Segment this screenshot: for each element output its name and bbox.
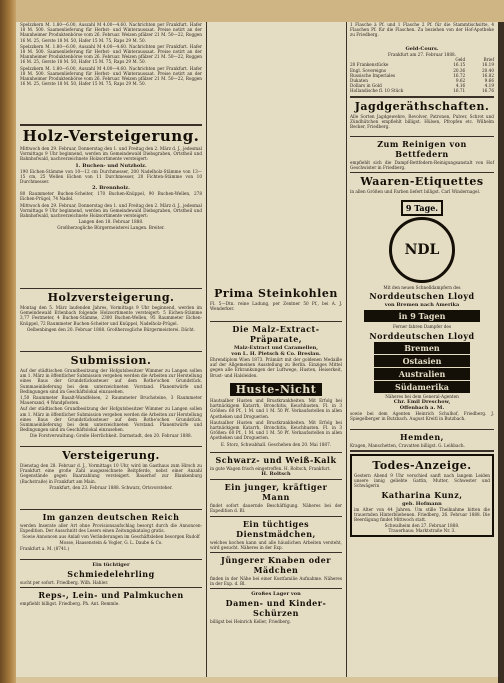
tage-box: 9 Tage. xyxy=(401,200,443,216)
right-top-text: 1 Flasche à Pf. und 1 Flasche 2 Pf. für die Stammtischsitte, 4 Flaschen Pf. für die Flaschen. Zu beziehen von der Hof-Apotheke zu Friedberg. xyxy=(350,22,494,38)
bunz-city: Frankfurt a. M. (8741.) xyxy=(20,545,70,551)
holz-sub2: 2. Brennholz. xyxy=(92,185,130,192)
table-cell: 20.40 xyxy=(482,67,494,73)
table-cell: 16.72 xyxy=(453,72,466,78)
todes-name: Katharina Kunz, xyxy=(381,489,463,500)
divider xyxy=(350,96,494,98)
mann-heading: Ein junger, kräftiger Mann xyxy=(224,482,328,503)
nl-days-banner: in 9 Tagen xyxy=(364,310,480,322)
holz-office: Großherzogliche Bürgermeisterei Langen. Breiter. xyxy=(57,225,165,231)
huste-body: Hautsalber Husten und Brustkrankheiten. Mit Erfolg bei hartnäckigem Katarrh, Bronchitis, Keuchhusten. Fl. in 3 Größen: 60 Pf., 1 M. und 1 M. 50 Pf. Verkaufsstellen in allen Apotheken und Droguerien. xyxy=(210,398,342,419)
market-report-text: Spelzzkern M. 1.80—6.00, Auszahl M 4.00—4.60. Nachrichten per Frankfurt. Hafer 18 M. 500. Saamenlieferung für Herbst- und Winteraussaat. Preise notirt an der Mannheimer Produktenbörse vom 26. Februar. Weizen pfälzer 21 M. 50—22, Roggen 16 M. 25, Gerste 18 M. 50, Hafer 15 M. 75, Raps 29 M. 50. xyxy=(20,22,202,43)
schmiede-pre: Ein tüchtiger xyxy=(92,562,130,568)
port-banner: Südamerika xyxy=(374,381,470,393)
divider xyxy=(210,516,342,517)
submission-items: 1,50 Raummeter Basalt-Wandfelsen, 2 Raummeter Bruchsteine, 3 Raummeter Mauersand, 4 Wandpfosten. xyxy=(20,395,202,406)
nl-route: von Bremen nach Amerika xyxy=(384,302,460,309)
geld-table xyxy=(350,57,494,93)
holz-sign: Langen den 18. Februar 1888. xyxy=(78,219,144,225)
holz-heading: Holz-Versteigerung. xyxy=(22,127,200,145)
market-report-text: Spelzzkern M. 1.80—6.00, Auszahl M 4.00—4.60. Nachrichten per Frankfurt. Hafer 18 M. 500. Saamenlieferung für Herbst- und Winteraussaat. Preise notirt an der Mannheimer Produktenbörse vom 26. Februar. Weizen pfälzer 21 M. 50—22, Roggen 16 M. 25, Gerste 18 M. 50, Hafer 15 M. 75, Raps 29 M. 50. xyxy=(20,43,202,65)
geld-date: Frankfurt am 27. Februar 1888. xyxy=(387,52,457,57)
table-cell: 9.66 xyxy=(484,78,494,84)
divider xyxy=(210,479,342,480)
huste-sign: E. Storz, Schwabhall. Geschehen den 20. Mai 1887. xyxy=(220,441,332,447)
middle-column xyxy=(210,286,342,625)
betten-body: empfiehlt sich die Dampf-Bettfedern-Reinigungsanstalt von Hof Geschwister in Friedberg. xyxy=(350,159,494,170)
jung-heading: Jüngerer Knaben oder Mädchen xyxy=(221,555,331,576)
dienst-body: welches kochen kann und alle häuslichen Arbeiten versteht, wird gesucht. Näheres in der Exp. xyxy=(210,539,342,550)
holz2-body: Montag den 5. März laufenden Jahres, Vormittags 9 Uhr beginnend, werden im Gemeindewald Erlenbach folgende Holzsortimente versteigert: 5 Eichen-Stämme 3,77 Festmeter, 4 Buchen-Stämme, 2300 Buchen-Wellen, 95 Raummeter Eichen-Knüppel, 72 Raummeter Buchen-Scheiter und Knüppel, Nadelholz-Prügel. xyxy=(20,305,202,326)
jagd-body: Alle Sorten Jagdgewehre, Revolver, Patronen, Pulver, Schrot und Zündhütchen empfiehlt billigst. Hülsen, Pfropfen etc. Wilhelm Becker, Friedberg. xyxy=(350,113,494,130)
submission-body: Auf der städtischen Grundbesitzung der Hofgutsbesitzer Wimmer zu Langen sollen am 1. März in öffentlicher Submission vergeben werden die Arbeiten zur Herstellung eines Baus der Grundstückssteuer auf dem Rothe'schen Grundstück. Summaeinlieferung bei dem unterzeichneten Vorstand. Planentwürfe und Bedingungen sind im Geschäftslokal einzusehen. xyxy=(20,368,202,394)
holz-items: 190 Eichen-Stämme von 10—12 cm Durchmesser, 200 Nadelholz-Stämme von 13—15 cm, 25 Wellen Eichen von 11 Durchmesser, 20 Fichten-Stämme von 10 Durchmesser. xyxy=(20,168,202,185)
malz-heading: Die Malz-Extract-Präparate, xyxy=(232,324,320,344)
schmiede-heading: Schmiedelehrling xyxy=(67,569,155,579)
divider xyxy=(210,588,342,589)
divider xyxy=(210,321,342,322)
table-cell: 20 Frankenstücke xyxy=(350,62,389,68)
market-report-text: Spelzzkern M. 1.80—6.00, Auszahl M 4.00—4.60. Nachrichten per Frankfurt. Hafer 18 M. 500. Saamenlieferung für Herbst- und Winteraussaat. Preise notirt an der Mannheimer Produktenbörse vom 26. Februar. Weizen pfälzer 21 M. 50—22, Roggen 16 M. 25, Gerste 18 M. 50, Hafer 15 M. 75, Raps 29 M. 50. xyxy=(20,65,202,87)
prima-heading: Prima Steinkohlen xyxy=(214,287,338,300)
kalk-heading: Schwarz- und Weiß-Kalk xyxy=(215,455,337,465)
divider xyxy=(350,172,494,173)
table-cell: 16.71 xyxy=(453,88,466,94)
todes-foot: Trauerhaus: Marktstraße Nr. 3. xyxy=(388,527,456,533)
holz2-sign: Oelbenbingen den 20. Februar 1888. Großherzogliche Bürgermeisterei. Dächt. xyxy=(26,326,196,332)
bunz-heading: Im ganzen deutschen Reich xyxy=(42,512,180,522)
nl-agent-name: Chr. Emil Dreschow, xyxy=(393,398,451,405)
table-cell: Dollars in Gold xyxy=(350,83,382,89)
hemd-heading: Hemden, xyxy=(400,431,444,442)
left-column xyxy=(20,22,202,606)
port-banner: Australien xyxy=(374,368,470,380)
nl-local: sowie bei dem Agenten Heinrich Schulhof, Friedberg. J. Spiegelberger in Butzbach. August Kreitl in Butzbach. xyxy=(350,410,494,422)
huste-body-repeat: Hautsalber Husten und Brustkrankheiten. Mit Erfolg bei hartnäckigem Katarrh, Bronchitis, Keuchhusten. Fl. in 3 Größen: 60 Pf., 1 M. und 1 M. 50 Pf. Verkaufsstellen in allen Apotheken und Droguerien. xyxy=(210,419,342,441)
kalk-body: in gute Wagen frisch eingetroffen. H. Roltsch, Frankfurt. xyxy=(210,466,331,471)
nl-more: Ferner fahren Dampfer des xyxy=(392,324,452,330)
death-notice xyxy=(350,454,494,537)
submission-heading: Submission. xyxy=(70,354,152,367)
huste-heading: Huste-Nicht xyxy=(230,383,322,396)
prima-body: Fl. 5—Dtn. reine Ladung, per Zentner 50 Pf., bei A. J. Wenderker. xyxy=(210,301,342,312)
table-cell: Brief xyxy=(483,57,494,63)
versteigerung-body: Dienstag den 28. Februar d. J., Vormittags 10 Uhr, wird im Gasthaus zum Hirsch zu Frankfurt eine große Zahl ausgezeichnete Reitpferde, nebst einer Anzahl Gegenstände gegen Baarzahlung versteigert. Bauerhof zur Blankenburg (Bachstraße) in Frankfurt am Main. xyxy=(20,463,202,484)
divider xyxy=(20,509,202,510)
holz-sub1: 1. Buchen- und Nutzholz. xyxy=(75,162,147,169)
malz-sub: Malz-Extract und Caramellen, xyxy=(233,345,319,351)
holz-intro: Mittwoch den 29. Februar, Donnerstag den 1. und Freitag den 2. März d. J., jedesmal Vormittags 9 Uhr beginnend, werden im Gemeindewald Diebsgraben, Ortstheil und Bahnhofwald, nachverzeichnete Holzsortimente versteigert: xyxy=(20,146,202,162)
malz-body: Ehrendiplom Wien 1873. Prämiirt mit der goldenen Medaille auf der Allgemeinen Ausstellung zu Berlin. Einziges Mittel gegen alle Erkrankungen der Luftwege, Husten, Heiserkeit, Brust- und Halsleiden. xyxy=(210,357,342,378)
holz2-heading: Holzversteigerung. xyxy=(47,291,175,304)
divider xyxy=(20,446,202,447)
etiq-heading: Waaren-Etiquettes xyxy=(360,175,484,189)
submission-sign: Die Forstverwaltung: Große Herrlichkeit. Darmstadt, den 20. Februar 1888. xyxy=(29,433,193,439)
table-cell: 9.62 xyxy=(455,78,466,84)
nl-ports xyxy=(350,342,494,393)
market-report xyxy=(20,22,202,122)
kalk-firm: H. Roltsch xyxy=(261,471,291,478)
geld-heading: Geld-Cours. xyxy=(405,46,439,52)
holz-intro-repeat: Mittwoch den 29. Februar, Donnerstag den 1. und Freitag den 2. März d. J., jedesmal Vormittags 9 Uhr beginnend, werden im Gemeindewald Diebsgraben, Ortstheil und Bahnhofwald, nachverzeichnete Holzsortimente versteigert: xyxy=(20,202,202,219)
submission-body-repeat: Auf der städtischen Grundbesitzung der Hofgutsbesitzer Wimmer zu Langen sollen am 1. März in öffentlicher Submission vergeben werden die Arbeiten zur Herstellung eines Baus der Grundstückssteuer auf dem Rothe'schen Grundstück. Summaeinlieferung bei dem unterzeichneten Vorstand. Planentwürfe und Bedingungen sind im Geschäftslokal einzusehen. xyxy=(20,406,202,433)
divider xyxy=(20,351,202,352)
nl-agent: Näheres bei dem General-Agenten xyxy=(385,393,459,399)
holz-sub2-items: 80 Raummeter Buchen-Scheiter, 170 Buchen-Knüppel, 90 Buchen-Wellen, 278 Eichen-Prügel, 74 Nadel. xyxy=(20,191,202,202)
submission-ad xyxy=(20,368,202,444)
todes-body: Gestern Abend 9 Uhr verschied sanft nach langem Leiden unsere innig geliebte Gattin, Mutter, Schwester und Schwägerin xyxy=(354,473,490,489)
mann-body: findet sofort dauernde Beschäftigung. Näheres bei der Expedition d. Bl. xyxy=(210,503,342,514)
bottom-ad-body: empfiehlt billigst. Friedberg. Ph. Ant. Remmle. xyxy=(20,601,120,607)
jung-body: finden in der Nähe bei einer Kostfamilie Aufnahme. Näheres in der Exp. d. Bl. xyxy=(210,576,342,587)
column-divider xyxy=(346,22,347,677)
schurz-body: billigst bei Heinrich Keller, Friedberg. xyxy=(210,619,292,625)
holz-ad xyxy=(20,146,202,286)
tage-wrapper xyxy=(350,196,494,215)
hemd-body: Kragen, Manschetten, Cravatten billigst. G. Leihbach. xyxy=(350,442,465,448)
divider xyxy=(350,450,494,452)
todes-heading: Todes-Anzeige. xyxy=(372,459,472,473)
table-cell: Russische Imperiales xyxy=(350,72,396,78)
table-cell: 4.19 xyxy=(484,83,494,89)
divider xyxy=(20,587,202,588)
table-cell: 4.16 xyxy=(455,83,466,89)
table-cell: Dukaten xyxy=(350,78,368,84)
table-cell: Engl. Sovereigns xyxy=(350,67,387,73)
table-cell: 20.36 xyxy=(453,67,466,73)
table-cell: 16.76 xyxy=(482,88,494,94)
table-cell: Hollandische fl. 10 Stück xyxy=(350,88,404,94)
etiq-body: in allen Größen und Farben liefert billigst. Carl Windernagel. xyxy=(350,189,481,195)
table-cell: Geld xyxy=(455,57,466,63)
table-row xyxy=(350,88,494,93)
port-banner: Bremen xyxy=(374,342,470,354)
divider xyxy=(210,452,342,453)
jagd-heading: Jagdgeräthschaften. xyxy=(354,99,490,113)
bunz-ad xyxy=(20,523,202,557)
schurz-pre: Großes Lager von xyxy=(251,591,301,598)
nl-city: Offenbach a. M. xyxy=(399,404,445,411)
column-divider xyxy=(206,22,207,677)
page-edge xyxy=(498,22,504,683)
bunz-body: werden Inserate aller Art ohne Provisionsaufschlag besorgt durch die Annoncen-Expedition. Der Ausschnitt des Lesers einen Zeitungskatalog gratis. xyxy=(20,523,202,534)
logo-text: NDL xyxy=(404,242,440,259)
malz-firm: von L. H. Pietsch & Co. Breslau. xyxy=(231,351,321,357)
right-column xyxy=(350,22,494,537)
versteigerung-heading: Versteigerung. xyxy=(62,449,160,462)
divider xyxy=(20,559,202,560)
page-top-strip xyxy=(0,0,504,22)
todes-sign: Schwalheim den 27. Februar 1888. xyxy=(384,522,460,528)
schmiede-body: sucht per sofort. Friedberg. Wilh. Hahler. xyxy=(20,580,109,585)
table-cell: 16.82 xyxy=(482,72,494,78)
book-spine xyxy=(0,0,16,683)
divider xyxy=(20,124,202,126)
huste-ad xyxy=(210,398,342,450)
nl-pre: Mit den neuen Schnelldampfern des xyxy=(383,285,461,291)
dienst-heading: Ein tüchtiges Dienstmädchen, xyxy=(236,518,316,539)
anchor-key-icon xyxy=(389,217,455,283)
divider xyxy=(20,288,202,289)
betten-heading: Zum Reinigen von Bettfedern xyxy=(377,138,467,159)
schurz-heading: Damen- und Kinder-Schürzen xyxy=(225,598,327,619)
bunz-firm: Sowie Annoncen aus Anlaß von Veränderungen im Geschäftsleben besorgen Rudolf Mosse, Haasenstein & Vogler, G. L. Daube & Co. xyxy=(22,534,200,545)
versteigerung-ad xyxy=(20,463,202,507)
port-banner: Ostasien xyxy=(374,355,470,367)
table-cell: 16.19 xyxy=(482,62,494,68)
todes-tail: im Alter von 44 Jahren. Um stille Theilnahme bitten die trauernden Hinterbliebenen. Friedberg, 26. Februar 1888. Die Beerdigung findet Mittwoch statt. xyxy=(354,506,490,523)
bottom-ad-heading: Reps-, Lein- und Palmkuchen xyxy=(38,590,184,601)
divider xyxy=(350,429,494,430)
table-cell: 16.15 xyxy=(453,62,466,68)
versteigerung-sign: Frankfurt, den 23. Februar 1888. Schwarz, Ortsvorsteher. xyxy=(49,484,173,490)
divider xyxy=(350,136,494,137)
newspaper-page xyxy=(16,22,498,677)
divider xyxy=(210,552,342,553)
todes-nee: geb. Hofmann xyxy=(402,500,442,507)
nl-heading: Norddeutschen Lloyd xyxy=(369,291,475,302)
holz2-ad xyxy=(20,305,202,349)
nl-heading-2: Norddeutschen Lloyd xyxy=(369,330,475,341)
